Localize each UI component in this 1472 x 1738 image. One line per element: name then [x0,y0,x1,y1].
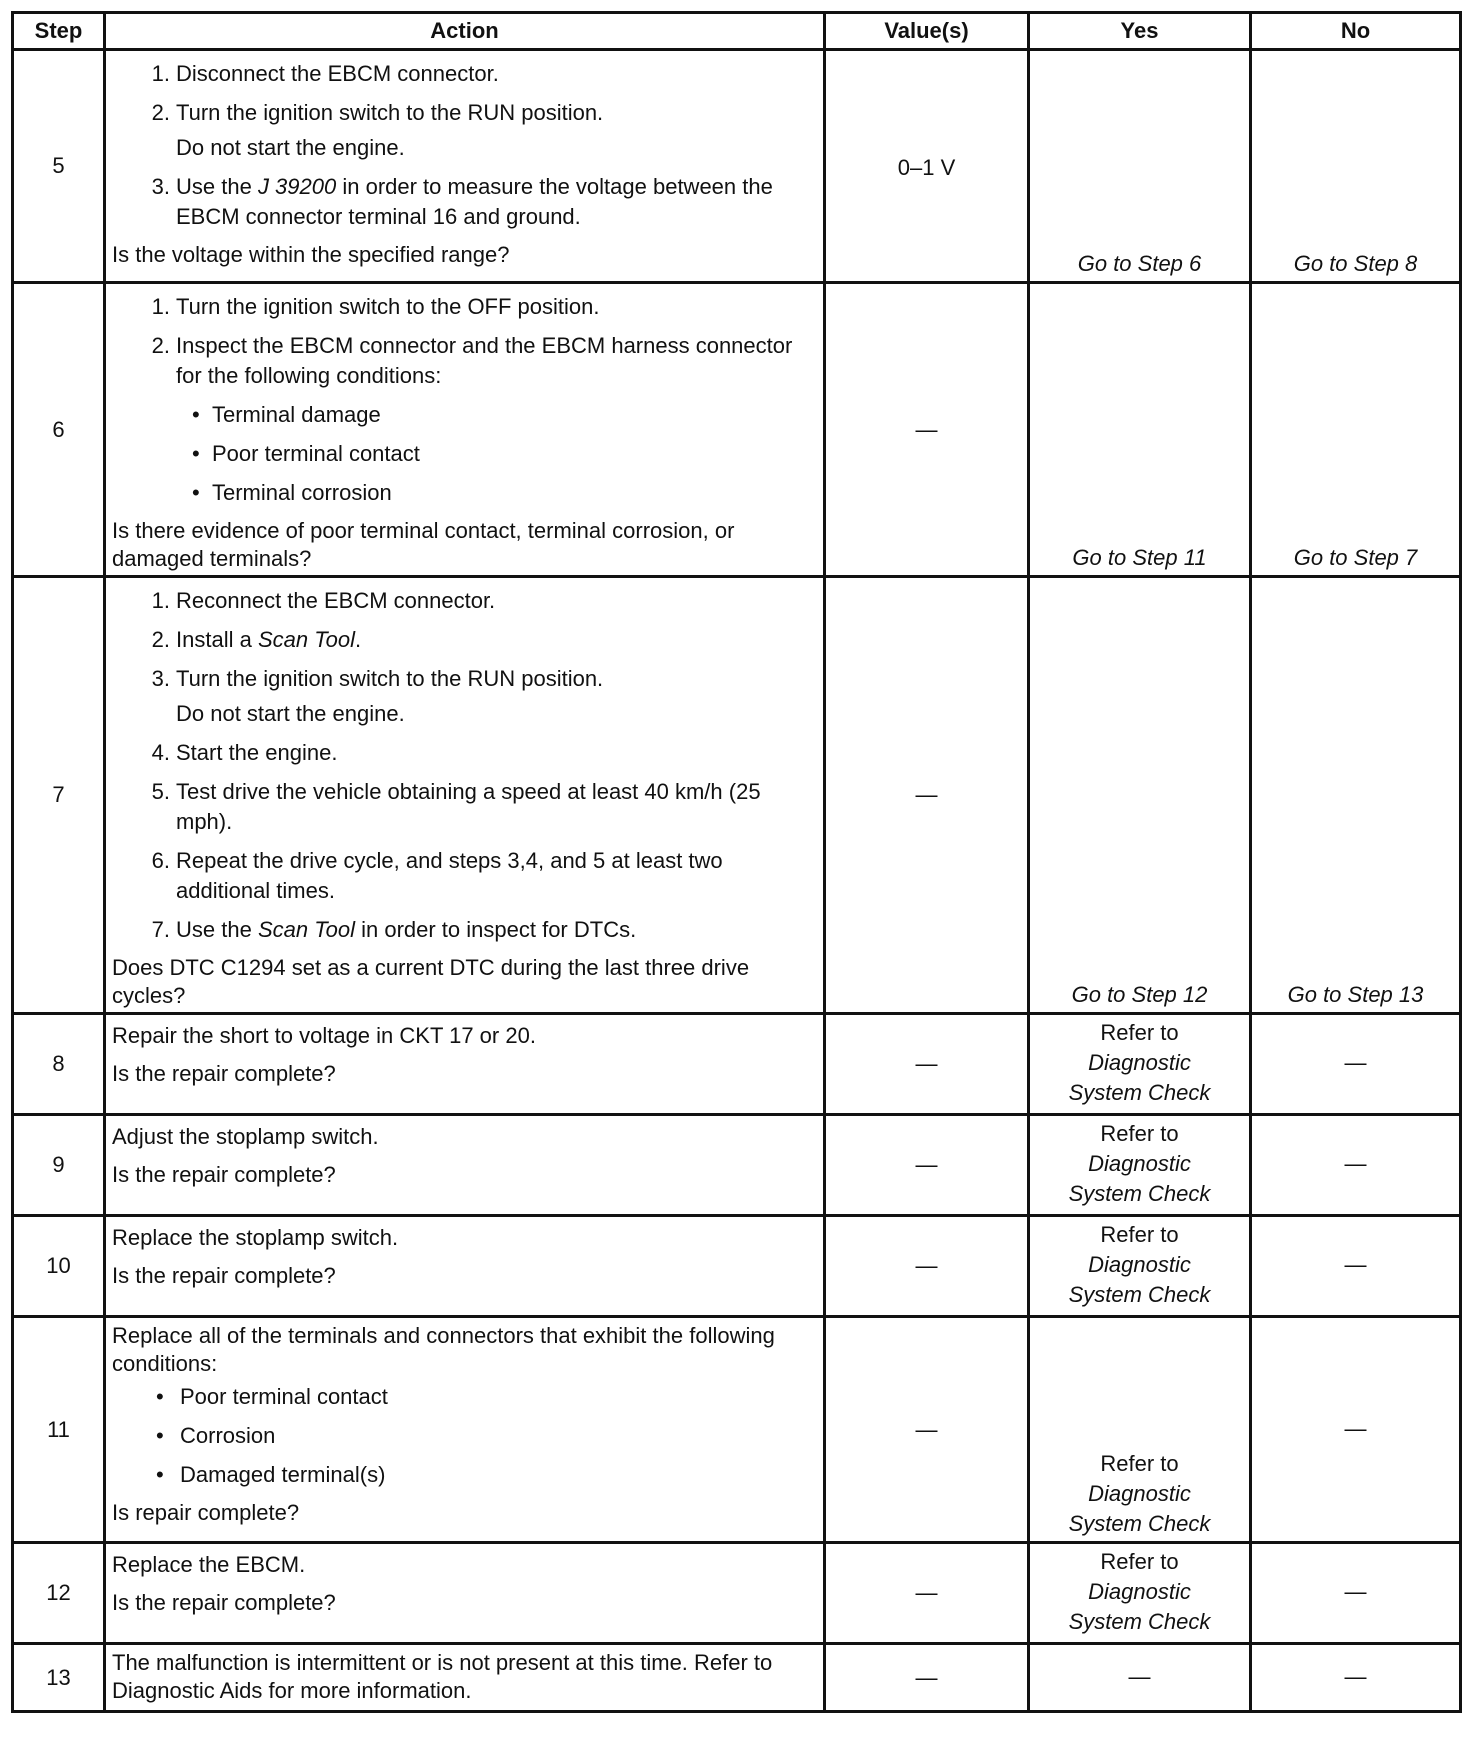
yes-cell: — [1029,1644,1251,1712]
action-note: Do not start the engine. [176,135,405,160]
condition-item: • Damaged terminal(s) [156,1462,386,1487]
action-cell [105,1543,825,1644]
action-cell [105,1115,825,1216]
table-row-step-11 [13,1317,1461,1543]
value-cell: — [825,1644,1029,1712]
yes-cell: Refer to Diagnostic System Check [1029,1115,1251,1216]
no-cell: Go to Step 7 [1251,283,1461,577]
step-number: 8 [13,1014,105,1115]
action-step: 4. Start the engine. [151,740,338,765]
action-question: Is the repair complete? [112,1162,336,1187]
table-row-step-12 [13,1543,1461,1644]
yes-cell: Refer to Diagnostic System Check [1029,1216,1251,1317]
action-cell [105,1216,825,1317]
table-row-step-13 [13,1644,1461,1712]
action-cell [105,283,825,577]
value-cell: — [825,1014,1029,1115]
action-step: 2. Install a Scan Tool. [151,627,362,652]
value-cell: — [825,1216,1029,1317]
action-cell [105,1317,825,1543]
step-number: 10 [13,1216,105,1317]
yes-cell: Go to Step 6 [1029,50,1251,283]
step-number: 9 [13,1115,105,1216]
action-question: Is the repair complete? [112,1061,336,1086]
no-cell: Go to Step 8 [1251,50,1461,283]
header-action: Action [105,13,825,50]
header-values: Value(s) [825,13,1029,50]
action-text: Replace all of the terminals and connectors that exhibit the following conditions: [112,1323,775,1376]
no-cell: — [1251,1317,1461,1543]
action-note: Do not start the engine. [176,701,405,726]
value-cell: — [825,577,1029,1014]
action-step: 3. Turn the ignition switch to the RUN position. [151,666,604,691]
table-row-step-9 [13,1115,1461,1216]
value-cell: — [825,1543,1029,1644]
action-step: 3. Use the J 39200 in order to measure the voltage between the EBCM connector terminal 16 and ground. [151,174,773,229]
value-cell: — [825,1115,1029,1216]
no-cell: — [1251,1115,1461,1216]
condition-item: • Corrosion [156,1423,276,1448]
no-cell: — [1251,1644,1461,1712]
diagnostic-table [11,11,1462,1713]
action-step: 6. Repeat the drive cycle, and steps 3,4, and 5 at least two additional times. [151,848,723,903]
header-row [13,13,1461,50]
yes-cell: Go to Step 11 [1029,283,1251,577]
no-cell: Go to Step 13 [1251,577,1461,1014]
table-row-step-10 [13,1216,1461,1317]
action-step: 2. Inspect the EBCM connector and the EBCM harness connector for the following conditions: [151,333,793,388]
condition-item: • Poor terminal contact [156,1384,388,1409]
action-text: Replace the stoplamp switch. [112,1225,399,1250]
condition-item: • Terminal damage [192,402,381,427]
header-step: Step [13,13,105,50]
step-number: 7 [13,577,105,1014]
value-cell: — [825,1317,1029,1543]
action-cell [105,1644,825,1712]
diagnostic-table-page [11,11,1459,1713]
table-row-step-7 [13,577,1461,1014]
table-row-step-6 [13,283,1461,577]
action-cell [105,50,825,283]
step-number: 12 [13,1543,105,1644]
step-number: 13 [13,1644,105,1712]
no-cell: — [1251,1216,1461,1317]
action-cell [105,577,825,1014]
header-yes: Yes [1029,13,1251,50]
table-row-step-5 [13,50,1461,283]
action-text: Replace the EBCM. [112,1552,306,1577]
action-step: 2. Turn the ignition switch to the RUN position. [151,100,604,125]
yes-cell: Refer to Diagnostic System Check [1029,1317,1251,1543]
action-step: 1. Reconnect the EBCM connector. [151,588,496,613]
condition-item: • Poor terminal contact [192,441,420,466]
action-question: Is the voltage within the specified range? [112,242,510,267]
action-text: Adjust the stoplamp switch. [112,1124,379,1149]
value-cell: — [825,283,1029,577]
step-number: 11 [13,1317,105,1543]
action-cell [105,1014,825,1115]
action-text: Repair the short to voltage in CKT 17 or 20. [112,1023,536,1048]
action-step: 1. Disconnect the EBCM connector. [151,61,499,86]
yes-cell: Go to Step 12 [1029,577,1251,1014]
yes-cell: Refer to Diagnostic System Check [1029,1543,1251,1644]
action-question: Does DTC C1294 set as a current DTC during the last three drive cycles? [112,955,750,1008]
action-question: Is there evidence of poor terminal contact, terminal corrosion, or damaged terminals? [112,518,735,571]
step-number: 5 [13,50,105,283]
yes-cell: Refer to Diagnostic System Check [1029,1014,1251,1115]
action-text: The malfunction is intermittent or is not present at this time. Refer to Diagnostic Aids for more information. [112,1650,773,1703]
action-step: 1. Turn the ignition switch to the OFF position. [151,294,600,319]
action-step: 5. Test drive the vehicle obtaining a speed at least 40 km/h (25 mph). [151,779,761,834]
no-cell: — [1251,1014,1461,1115]
action-question: Is the repair complete? [112,1263,336,1288]
condition-item: • Terminal corrosion [192,480,392,505]
action-question: Is the repair complete? [112,1590,336,1615]
header-no: No [1251,13,1461,50]
table-row-step-8 [13,1014,1461,1115]
step-number: 6 [13,283,105,577]
action-step: 7. Use the Scan Tool in order to inspect for DTCs. [151,917,637,942]
value-cell: 0–1 V [825,50,1029,283]
no-cell: — [1251,1543,1461,1644]
action-question: Is repair complete? [112,1500,300,1525]
